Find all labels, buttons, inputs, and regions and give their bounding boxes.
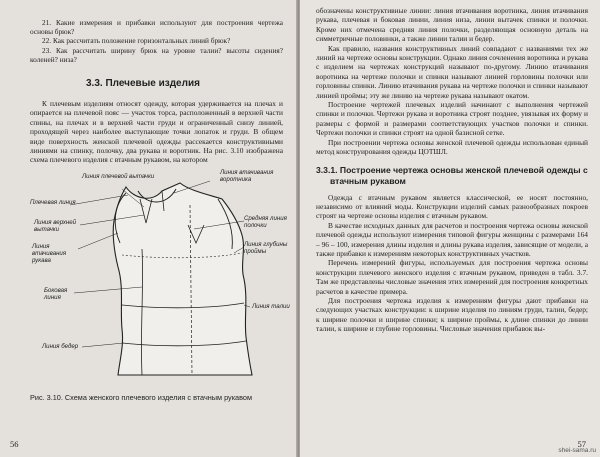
- sub-paragraph-1: Одежда с втачным рукавом является классической, ее носят постоянно, независимо от влияний моды. Конструкции изделий самых разнообразных покроев строят на чертеже основы изделия с втачным рукавом.: [316, 192, 588, 221]
- garment-figure: [30, 169, 297, 387]
- label-shoulder-line: Плечевая линия: [30, 198, 76, 206]
- left-page: [0, 0, 297, 457]
- sub-paragraph-3: Перечень измерений фигуры, используемых для построения чертежа основы конструкции плечевого женского изделия с втачным рукавом, приведен в табл. 3.7. Там же представлены числовые значения этих измерений для построения конкретных расчетов в качестве примера.: [316, 258, 588, 296]
- label-waist-line: Линия талии: [252, 302, 290, 310]
- label-shoulder-dart: Линия плечевой вытачки: [82, 172, 155, 180]
- question-22: 22. Как рассчитать положение горизонтальных линий брюк?: [42, 36, 231, 46]
- question-21: 21. Какие измерения и прибавки используют для построения чертежа основы брюк?: [30, 18, 283, 37]
- label-hip-line: Линия бедер: [42, 342, 79, 350]
- intro-paragraph-2: Как правило, названия конструктивных линий совпадают с названиями тех же линий на чертеже основы конструкции. Однако линия сочленения воротника и рукава с изделием на чертежах конструкций называют по-другому. Линию втачивания воротника на чертеже полочки и спинки называют линией горловины полочки или горловины спинки. Линию втачивания рукава на чертеже полочки и спинки называют линией проймы; эту же линию на чертеже рукава называют окатом.: [316, 43, 588, 100]
- label-armhole-depth: Линия глубины проймы: [244, 240, 288, 256]
- watermark: shei-sama.ru: [558, 447, 596, 454]
- subsection-title: 3.3.1. Построение чертежа основы женской плечевой одежды с втачным рукавом: [316, 164, 588, 186]
- question-23: 23. Как рассчитать ширину брюк на уровне талии? высоты сидения? коленей? низа?: [30, 45, 283, 64]
- page-number-right: 57: [577, 439, 586, 449]
- right-page: [300, 0, 600, 457]
- intro-paragraph-1: обозначены конструктивные линии: линия втачивания воротника, линия втачивания рукава, плечевая и боковая линии, линия низа, линии вытачек спинки и полочки. Кроме них отмечена средняя линия полочки, разделяющая основную деталь на симметричные половинки, а также линии талии и бедер.: [316, 6, 588, 44]
- section-title: 3.3. Плечевые изделия: [86, 78, 200, 90]
- section-body: К плечевым изделиям относят одежду, которая удерживается на плечах и опирается на плечевой пояс — участок торса, расположенный в верхней части спины, на плечах и в верхней части груди и ограниченный снизу линией, проходящей через наиболее выступающие точки лопаток и груди. В общем виде поверхность женской плечевой одежды рассекается конструктивными линиями на спинку, полочку, два рукава и воротник. На рис. 3.10 изображена схема плечевого изделия с втачным рукавом, на котором: [30, 99, 283, 165]
- sub-paragraph-2: В качестве исходных данных для расчетов и построения чертежа основы женской плечевой одежды используют измерения типовой фигуры женщины с размерами 164 – 96 – 100, измерения длины изделия и длины рукава изделия, зависящие от модели, а также прибавки к измерениям некоторых конструктивных участков.: [316, 220, 588, 258]
- page-number-left: 56: [10, 439, 19, 449]
- label-sleeve-seam: Линия втачивания рукава: [32, 242, 67, 265]
- intro-paragraph-3: Построение чертежей плечевых изделий начинают с выполнения чертежей спинки и полочки. Чертежи рукава и воротника строят позднее, увязывая их форму и размеры с формой и размерами соответствующих участков полочки и спинки. Чертежи полочки и спинки строят на одной базисной сетке.: [316, 100, 588, 138]
- label-back-dart: Линия верхней вытачки: [34, 218, 77, 234]
- label-collar-seam: Линия втачивания воротника: [220, 168, 274, 184]
- intro-paragraph-4: При построении чертежа основы женской плечевой одежды использован единый метод конструирования одежды ЦОТШЛ.: [316, 137, 588, 157]
- label-front-middle: Средняя линия полочки: [244, 214, 287, 230]
- label-side-line: Боковая линия: [44, 286, 68, 302]
- sub-paragraph-4: Для построения чертежа изделия к измерениям фигуры дают прибавки на следующих участках конструкции: к ширине изделия по линиям груди, талии, бедер; к ширине полочки и ширине спинки; к ширине проймы, к длине спинки до линии талии, к ширине и глубине горловины. Числовые значения прибавок вы-: [316, 295, 588, 334]
- figure-caption: Рис. 3.10. Схема женского плечевого изделия с втачным рукавом: [30, 392, 252, 402]
